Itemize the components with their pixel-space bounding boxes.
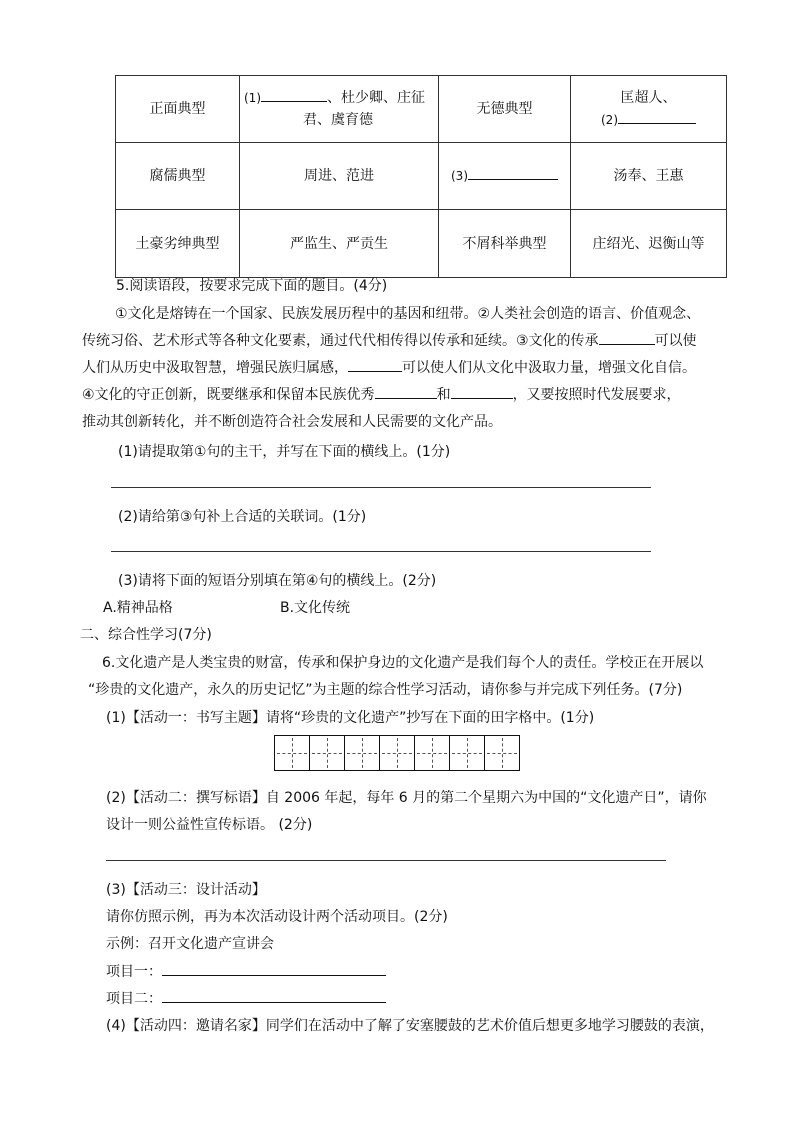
table-row	[116, 76, 727, 143]
activity-2-line: (2)【活动二：撰写标语】自 2006 年起，每年 6 月的第二个星期六为中国的“文化遗产日”，请你	[106, 790, 707, 806]
activity-3-title: (3)【活动三：设计活动】	[106, 882, 266, 898]
answer-blank[interactable]	[618, 109, 696, 124]
answer-blank[interactable]	[599, 330, 655, 345]
sub-question-3: (3)请将下面的短语分别填在第④句的横线上。(2分)	[118, 573, 437, 589]
table-cell: 土豪劣绅典型	[116, 210, 240, 278]
tianzige-grid[interactable]	[274, 735, 520, 771]
activity-3-item-1	[106, 961, 386, 981]
passage-line	[82, 384, 681, 404]
activity-3-example: 示例：召开文化遗产宣讲会	[106, 936, 274, 952]
passage-text: 可以使人们从文化中汲取力量，增强文化自信。	[402, 360, 696, 376]
option-a: A.精神品格	[103, 600, 173, 616]
question-6-line: “珍贵的文化遗产，永久的历史记忆”为主题的综合性学习活动，请你参与并完成下列任务。(7分)	[88, 682, 683, 698]
answer-line[interactable]	[111, 551, 651, 552]
activity-4: (4)【活动四：邀请名家】同学们在活动中了解了安塞腰鼓的艺术价值后想更多地学习腰鼓的表演，	[106, 1018, 714, 1034]
passage-line	[82, 357, 696, 377]
passage-line: ①文化是熔铸在一个国家、民族发展历程中的基因和纽带。②人类社会创造的语言、价值观念、	[115, 306, 701, 322]
passage-text: 人们从历史中汲取智慧，增强民族归属感，	[82, 360, 348, 376]
section-heading: 二、综合性学习(7分)	[80, 627, 212, 643]
activity-1: (1)【活动一：书写主题】请将“珍贵的文化遗产”抄写在下面的田字格中。(1分)	[106, 710, 595, 726]
answer-blank[interactable]	[375, 384, 437, 399]
grid-cell[interactable]	[449, 736, 484, 770]
item-label: 项目二：	[106, 991, 162, 1007]
table-row	[116, 210, 727, 278]
question-5-title: 5.阅读语段，按要求完成下面的题目。(4分)	[116, 278, 388, 294]
grid-cell[interactable]	[484, 736, 519, 770]
passage-line	[82, 330, 697, 350]
table-cell: 严监生、严贡生	[240, 210, 439, 278]
grid-cell[interactable]	[309, 736, 344, 770]
answer-line[interactable]	[111, 487, 651, 488]
answer-blank[interactable]	[348, 357, 402, 372]
passage-text: 传统习俗、艺术形式等各种文化要素，通过代代相传得以传承和延续。③文化的传承	[82, 333, 599, 349]
answer-blank[interactable]	[162, 988, 386, 1003]
activity-3-instruction: 请你仿照示例，再为本次活动设计两个活动项目。(2分)	[106, 909, 448, 925]
question-6-line: 6.文化遗产是人类宝贵的财富，传承和保护身边的文化遗产是我们每个人的责任。学校正在开展以	[102, 655, 704, 671]
table-cell: 周进、范进	[240, 143, 439, 210]
passage-line: 推动其创新转化，并不断创造符合社会发展和人民需要的文化产品。	[82, 414, 502, 430]
blank-number: (1)	[244, 91, 261, 105]
table-cell	[240, 76, 439, 143]
table-cell-text: 匡超人、	[620, 90, 677, 106]
passage-text: ④文化的守正创新，既要继承和保留本民族优秀	[82, 387, 375, 403]
passage-text: 和	[436, 387, 451, 403]
grid-cell[interactable]	[344, 736, 379, 770]
table-cell: 庄绍光、迟衡山等	[571, 210, 727, 278]
grid-cell[interactable]	[275, 736, 309, 770]
table-cell-text: 、杜少卿、庄征	[327, 90, 425, 106]
table-cell: 汤奉、王惠	[571, 143, 727, 210]
table-cell: 正面典型	[116, 76, 240, 143]
answer-line[interactable]	[106, 860, 666, 861]
answer-blank[interactable]	[468, 165, 558, 180]
table-cell	[571, 76, 727, 143]
table-cell-text: 君、虞育德	[303, 112, 373, 128]
passage-text: ，又要按照时代发展要求，	[512, 387, 681, 403]
sub-question-1: (1)请提取第①句的主干，并写在下面的横线上。(1分)	[118, 444, 451, 460]
activity-2-line: 设计一则公益性宣传标语。 (2分)	[106, 817, 313, 833]
passage-text: 可以使	[654, 333, 697, 349]
character-types-table	[115, 75, 727, 278]
item-label: 项目一：	[106, 964, 162, 980]
blank-number: (3)	[451, 169, 468, 183]
table-cell	[439, 143, 571, 210]
table-cell: 不屑科举典型	[439, 210, 571, 278]
answer-blank[interactable]	[261, 87, 327, 102]
grid-cell[interactable]	[379, 736, 414, 770]
sub-question-2: (2)请给第③句补上合适的关联词。(1分)	[118, 509, 367, 525]
answer-blank[interactable]	[451, 384, 513, 399]
answer-blank[interactable]	[162, 961, 386, 976]
grid-cell[interactable]	[414, 736, 449, 770]
blank-number: (2)	[601, 113, 618, 127]
table-cell: 腐儒典型	[116, 143, 240, 210]
table-row	[116, 143, 727, 210]
table-cell: 无德典型	[439, 76, 571, 143]
option-b: B.文化传统	[280, 600, 351, 616]
activity-3-item-2	[106, 988, 386, 1008]
